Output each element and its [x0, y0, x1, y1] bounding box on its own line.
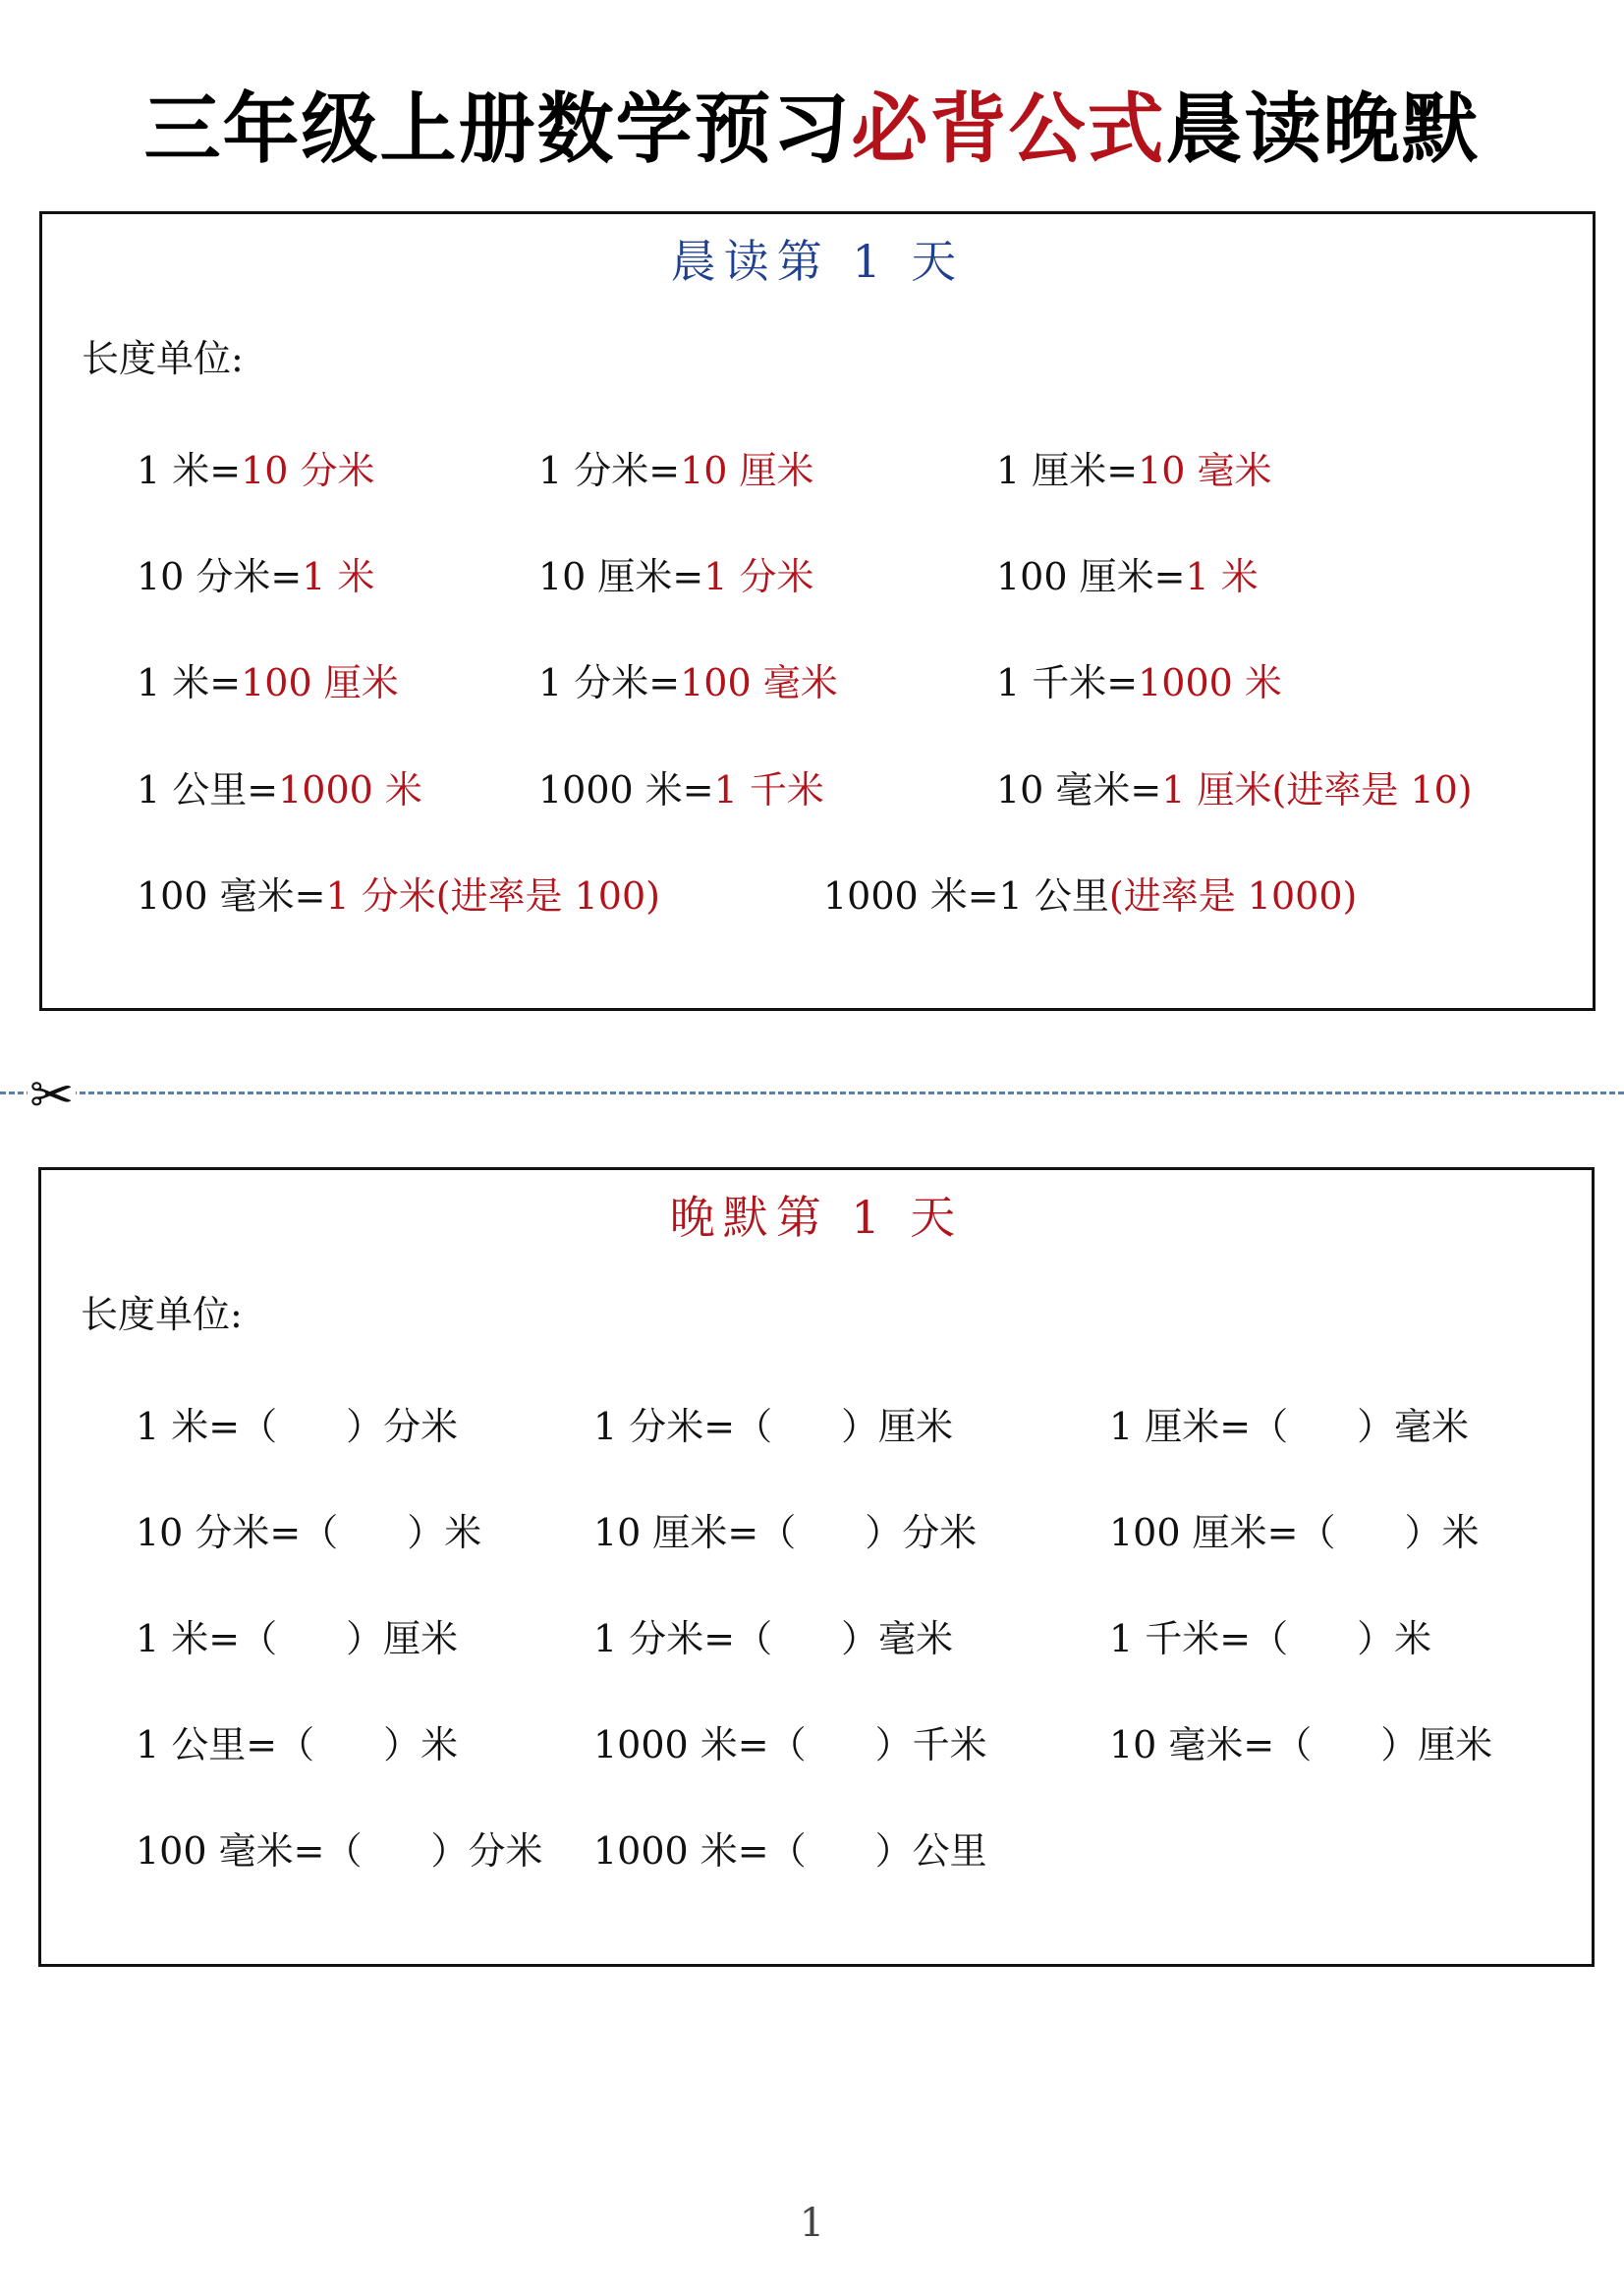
- fill-blank-item: 1000 米=（ ）千米: [593, 1723, 987, 1766]
- fill-blank-item: 1 公里=（ ）米: [136, 1723, 459, 1766]
- fill-blank-item: 1 米=（ ）厘米: [136, 1617, 459, 1660]
- evening-dictation-box: [38, 1167, 1595, 1967]
- page-number: 1: [799, 2201, 825, 2246]
- formula-item: 1000 米=1 千米: [538, 768, 824, 812]
- fill-blank-item: 10 毫米=（ ）厘米: [1109, 1723, 1493, 1766]
- formula-item: 10 分米=1 米: [137, 555, 375, 598]
- page-title: [0, 81, 1624, 179]
- formula-item: 100 毫米=1 分米(进率是 100): [137, 874, 660, 918]
- formula-item: 10 厘米=1 分米: [538, 555, 814, 598]
- section-label: 长度单位:: [82, 337, 244, 380]
- formula-item: 1 米=10 分米: [137, 449, 375, 492]
- fill-blank-item: 100 毫米=（ ）分米: [136, 1829, 543, 1873]
- scissors-icon: ✂: [29, 1064, 75, 1126]
- fill-blank-item: 10 厘米=（ ）分米: [593, 1511, 978, 1554]
- formula-item: 1 分米=100 毫米: [538, 661, 838, 704]
- formula-item: 1 厘米=10 毫米: [996, 449, 1272, 492]
- title-accent-text: 必背公式: [851, 85, 1166, 174]
- morning-title: 晨读第 1 天: [670, 235, 965, 288]
- fill-blank-item: 1 米=（ ）分米: [136, 1405, 459, 1448]
- formula-item: 1000 米=1 公里(进率是 1000): [823, 874, 1358, 918]
- formula-item: 1 公里=1000 米: [137, 768, 422, 812]
- cut-line-divider: [0, 1092, 1624, 1094]
- title-text-end: 晨读晚默: [1165, 85, 1481, 174]
- fill-blank-item: 1000 米=（ ）公里: [593, 1829, 987, 1873]
- fill-blank-item: 10 分米=（ ）米: [136, 1511, 482, 1554]
- fill-blank-item: 1 分米=（ ）厘米: [593, 1405, 954, 1448]
- fill-blank-item: 1 厘米=（ ）毫米: [1109, 1405, 1470, 1448]
- title-text: 三年级上册数学预习: [143, 85, 852, 174]
- evening-title: 晚默第 1 天: [669, 1191, 964, 1244]
- formula-item: 10 毫米=1 厘米(进率是 10): [996, 768, 1473, 812]
- section-label: 长度单位:: [81, 1293, 243, 1336]
- fill-blank-item: 100 厘米=（ ）米: [1109, 1511, 1480, 1554]
- formula-item: 1 千米=1000 米: [996, 661, 1282, 704]
- formula-item: 1 分米=10 厘米: [538, 449, 814, 492]
- fill-blank-item: 1 千米=（ ）米: [1109, 1617, 1432, 1660]
- fill-blank-item: 1 分米=（ ）毫米: [593, 1617, 954, 1660]
- formula-item: 1 米=100 厘米: [137, 661, 399, 704]
- morning-reading-box: [39, 211, 1596, 1011]
- formula-item: 100 厘米=1 米: [996, 555, 1259, 598]
